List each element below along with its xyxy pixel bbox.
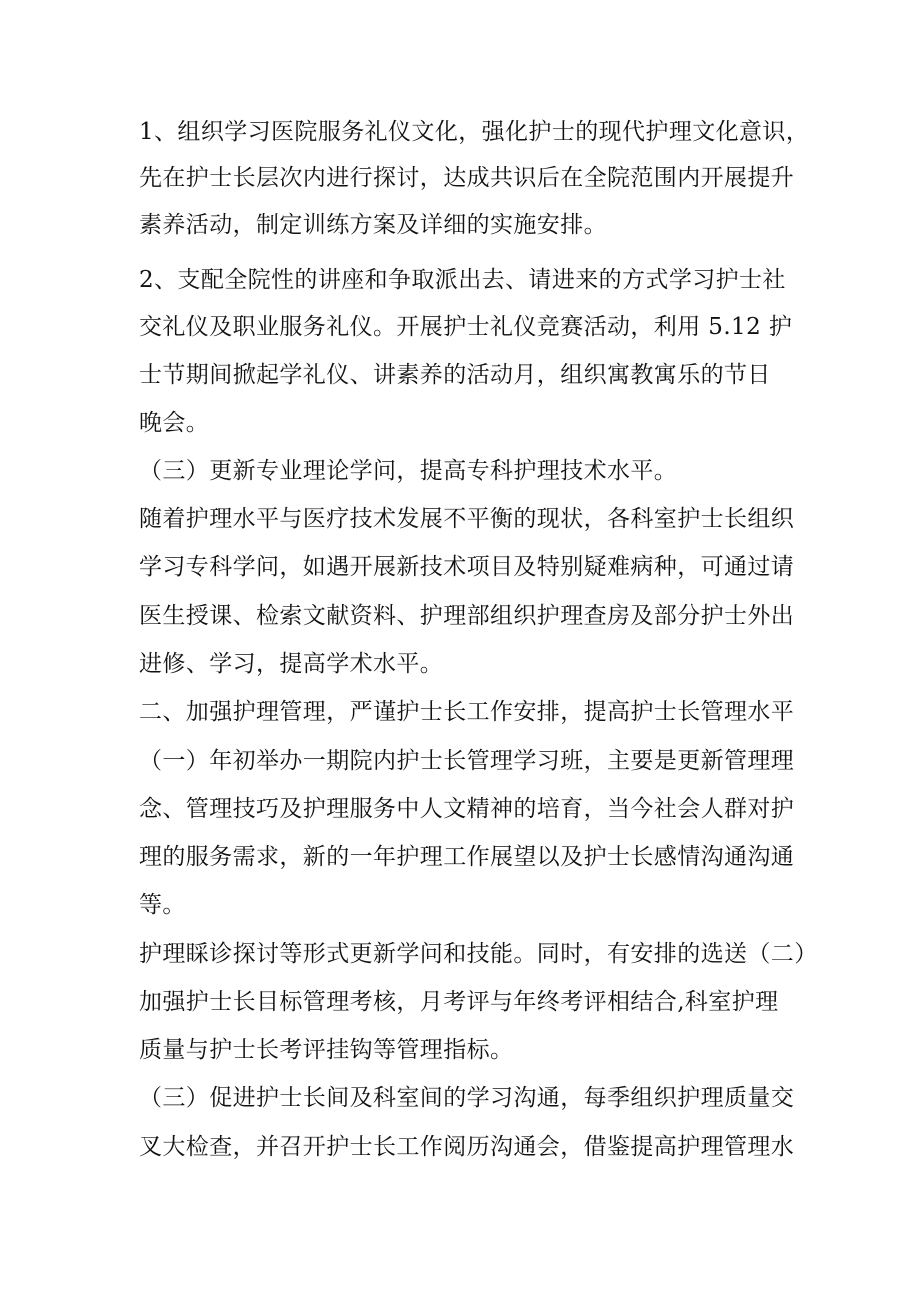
text-line: 医生授课、检索文献资料、护理部组织护理查房及部分护士外出 [139,603,795,629]
text-line: 护理睬诊探讨等形式更新学问和技能。同时，有安排的选送（二） [139,941,818,967]
text-line: 加强护士长目标管理考核，月考评与年终考评相结合,科室护理 [139,989,779,1015]
text-line: 素养活动，制定训练方案及详细的实施安排。 [139,212,607,238]
text-line: （一）年初举办一期院内护士长管理学习班，主要是更新管理理 [139,748,795,774]
text-line: 士节期间掀起学礼仪、讲素养的活动月，组织寓教寓乐的节日 [139,362,771,388]
text-line: 质量与护士长考评挂钩等管理指标。 [139,1037,514,1063]
text-line: 2、支配全院性的讲座和争取派出去、请进来的方式学习护士社 [139,267,786,293]
text-line: 先在护士长层次内进行探讨，达成共识后在全院范围内开展提升 [139,165,795,191]
text-line: 叉大检查，并召开护士长工作阅历沟通会，借鉴提高护理管理水 [139,1134,795,1160]
section-heading: 二、加强护理管理，严谨护士长工作安排，提高护士长管理水平 [139,699,795,725]
section-heading: （三）更新专业理论学问，提高专科护理技术水平。 [139,458,678,484]
text-line: 晚会。 [139,410,210,436]
text-line: 念、管理技巧及护理服务中人文精神的培育，当今社会人群对护 [139,796,795,822]
text-line: 随着护理水平与医疗技术发展不平衡的现状，各科室护士长组织 [139,506,795,532]
text-line: 学习专科学问，如遇开展新技术项目及特别疑难病种，可通过请 [139,554,795,580]
text-line: 理的服务需求，新的一年护理工作展望以及护士长感情沟通沟通 [139,844,795,870]
text-line: 1、组织学习医院服务礼仪文化，强化护士的现代护理文化意识， [139,119,810,145]
text-line: 等。 [139,892,186,918]
text-line: 交礼仪及职业服务礼仪。开展护士礼仪竞赛活动，利用 5.12 护 [139,314,793,340]
text-line: 进修、学习，提高学术水平。 [139,651,444,677]
text-line: （三）促进护士长间及科室间的学习沟通，每季组织护理质量交 [139,1085,795,1111]
